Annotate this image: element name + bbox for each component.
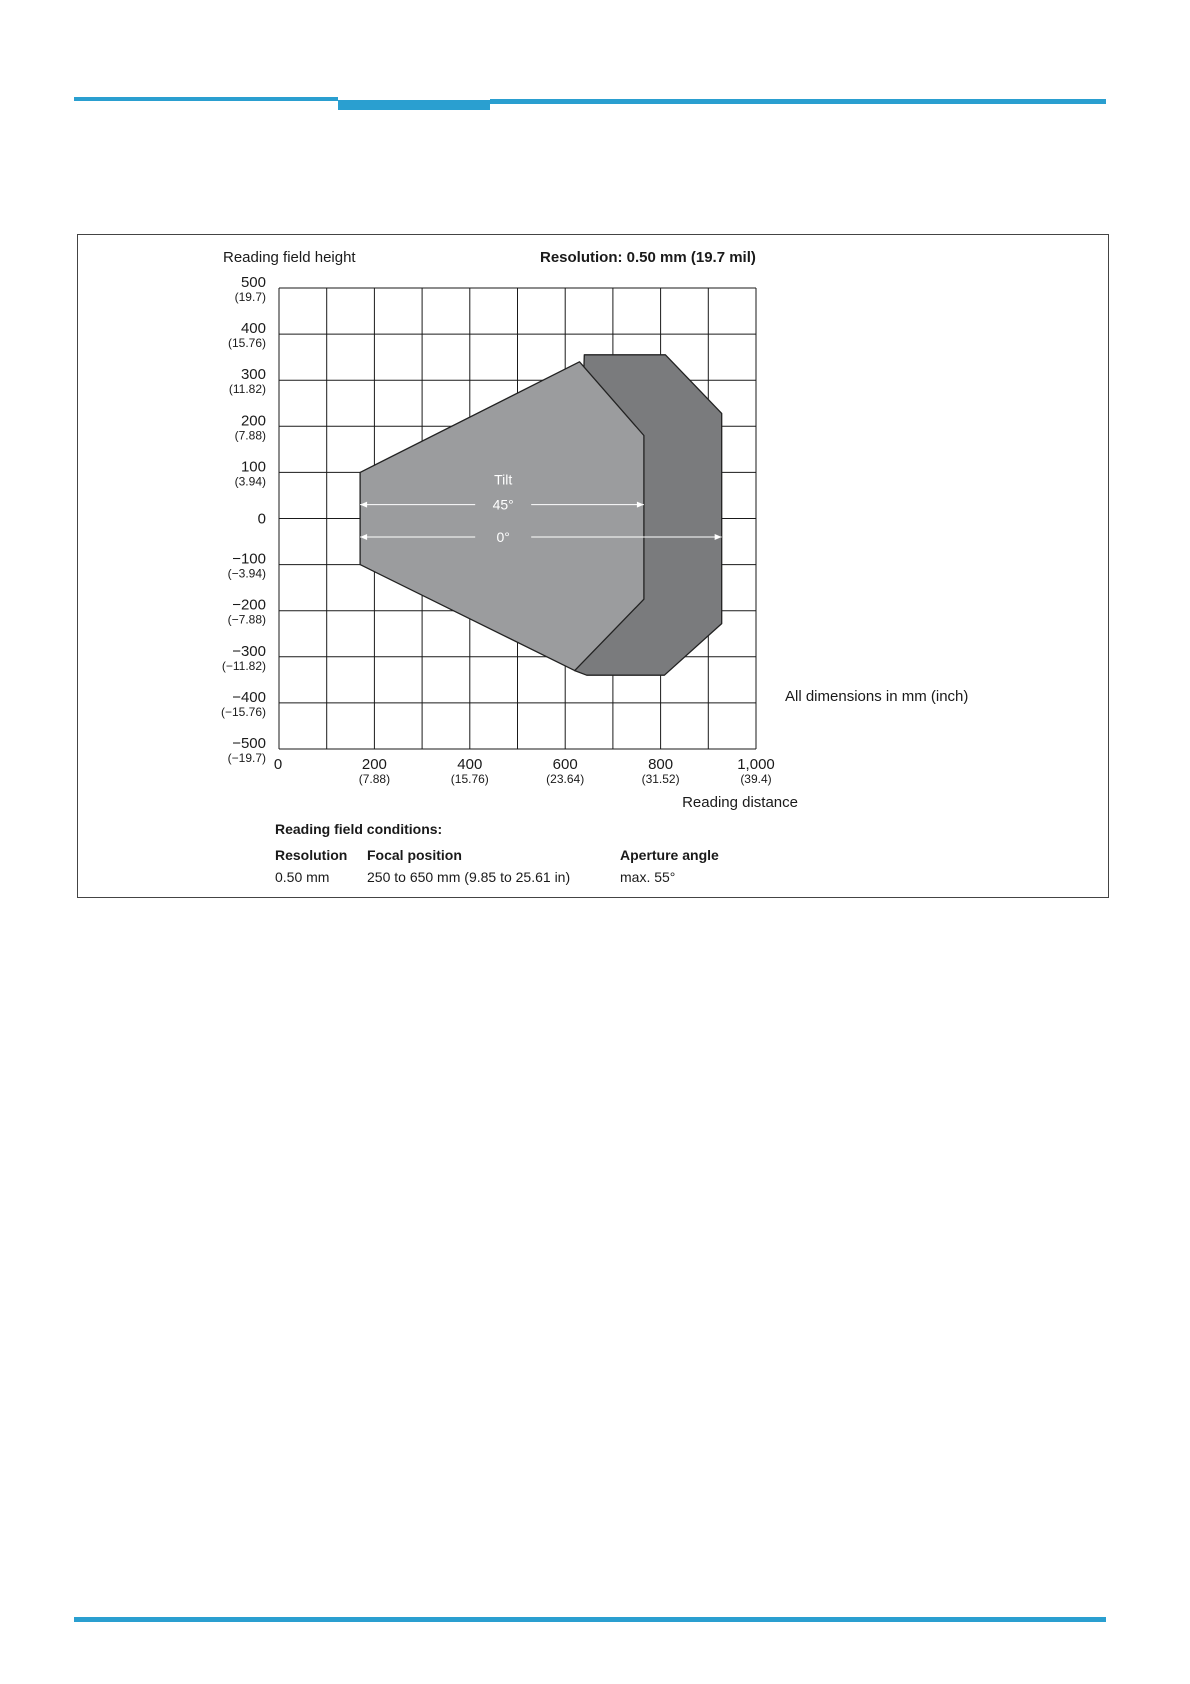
- conditions-col-aperture: Aperture angle: [620, 847, 719, 863]
- y-tick-label: −200: [232, 596, 266, 614]
- tilt-angle-label: 0°: [496, 528, 510, 545]
- conditions-heading: Reading field conditions:: [275, 821, 443, 837]
- y-tick-label: 100: [240, 458, 266, 476]
- conditions-val-aperture: max. 55°: [620, 869, 676, 885]
- x-axis-label: Reading distance: [682, 794, 798, 811]
- x-tick-label: 600: [552, 756, 578, 773]
- header-rule-right: [490, 99, 1106, 104]
- y-tick-label: −400: [232, 688, 266, 706]
- conditions-val-resolution: 0.50 mm: [275, 869, 330, 885]
- header-rule-tab: [338, 100, 490, 110]
- y-tick-sublabel: (−3.94): [227, 566, 266, 581]
- y-tick-label: 300: [240, 366, 266, 384]
- conditions-col-resolution: Resolution: [275, 847, 348, 863]
- conditions-col-focal: Focal position: [367, 847, 462, 863]
- reading-field-area-tilt-45: [360, 362, 644, 671]
- y-tick-sublabel: (−7.88): [227, 612, 266, 627]
- x-tick-sublabel: (7.88): [358, 772, 391, 786]
- x-tick-label: 1,000: [737, 756, 775, 773]
- x-tick-sublabel: (23.64): [546, 772, 585, 786]
- y-tick-sublabel: (19.7): [234, 290, 266, 304]
- y-tick-sublabel: (−19.7): [227, 751, 266, 765]
- y-tick-sublabel: (−11.82): [221, 658, 266, 673]
- y-tick-label: 200: [240, 412, 266, 430]
- figure-frame: [77, 234, 1109, 898]
- y-tick-label: −500: [232, 735, 266, 752]
- reading-field-chart: [78, 235, 1108, 897]
- x-tick-sublabel: (15.76): [450, 772, 489, 786]
- x-tick-sublabel: (31.52): [641, 772, 680, 786]
- chart-title: Resolution: 0.50 mm (19.7 mil): [540, 249, 756, 266]
- dimensions-note: All dimensions in mm (inch): [785, 688, 969, 705]
- x-tick-label: 400: [457, 756, 483, 773]
- tilt-label: Tilt: [494, 471, 513, 488]
- y-tick-sublabel: (3.94): [234, 474, 266, 489]
- y-tick-label: 400: [240, 320, 266, 338]
- x-tick-sublabel: (39.4): [740, 772, 772, 786]
- y-tick-label: 500: [240, 274, 266, 291]
- y-tick-sublabel: (−15.76): [220, 704, 266, 719]
- y-tick-sublabel: (11.82): [228, 382, 266, 397]
- tilt-angle-label: 45°: [492, 496, 514, 513]
- header-rule-left: [74, 97, 338, 101]
- y-axis-label: Reading field height: [223, 249, 356, 266]
- footer-rule: [74, 1617, 1106, 1622]
- chart-series: [360, 355, 722, 675]
- x-tick-label: 200: [361, 756, 387, 773]
- y-tick-label: 0: [257, 510, 266, 528]
- y-tick-label: −100: [232, 550, 266, 568]
- y-tick-sublabel: (15.76): [227, 336, 266, 351]
- conditions-val-focal: 250 to 650 mm (9.85 to 25.61 in): [367, 869, 571, 885]
- x-tick-label: 800: [648, 756, 674, 773]
- y-tick-sublabel: (7.88): [234, 428, 266, 443]
- x-tick-label: 0: [273, 756, 283, 773]
- y-tick-label: −300: [232, 642, 266, 660]
